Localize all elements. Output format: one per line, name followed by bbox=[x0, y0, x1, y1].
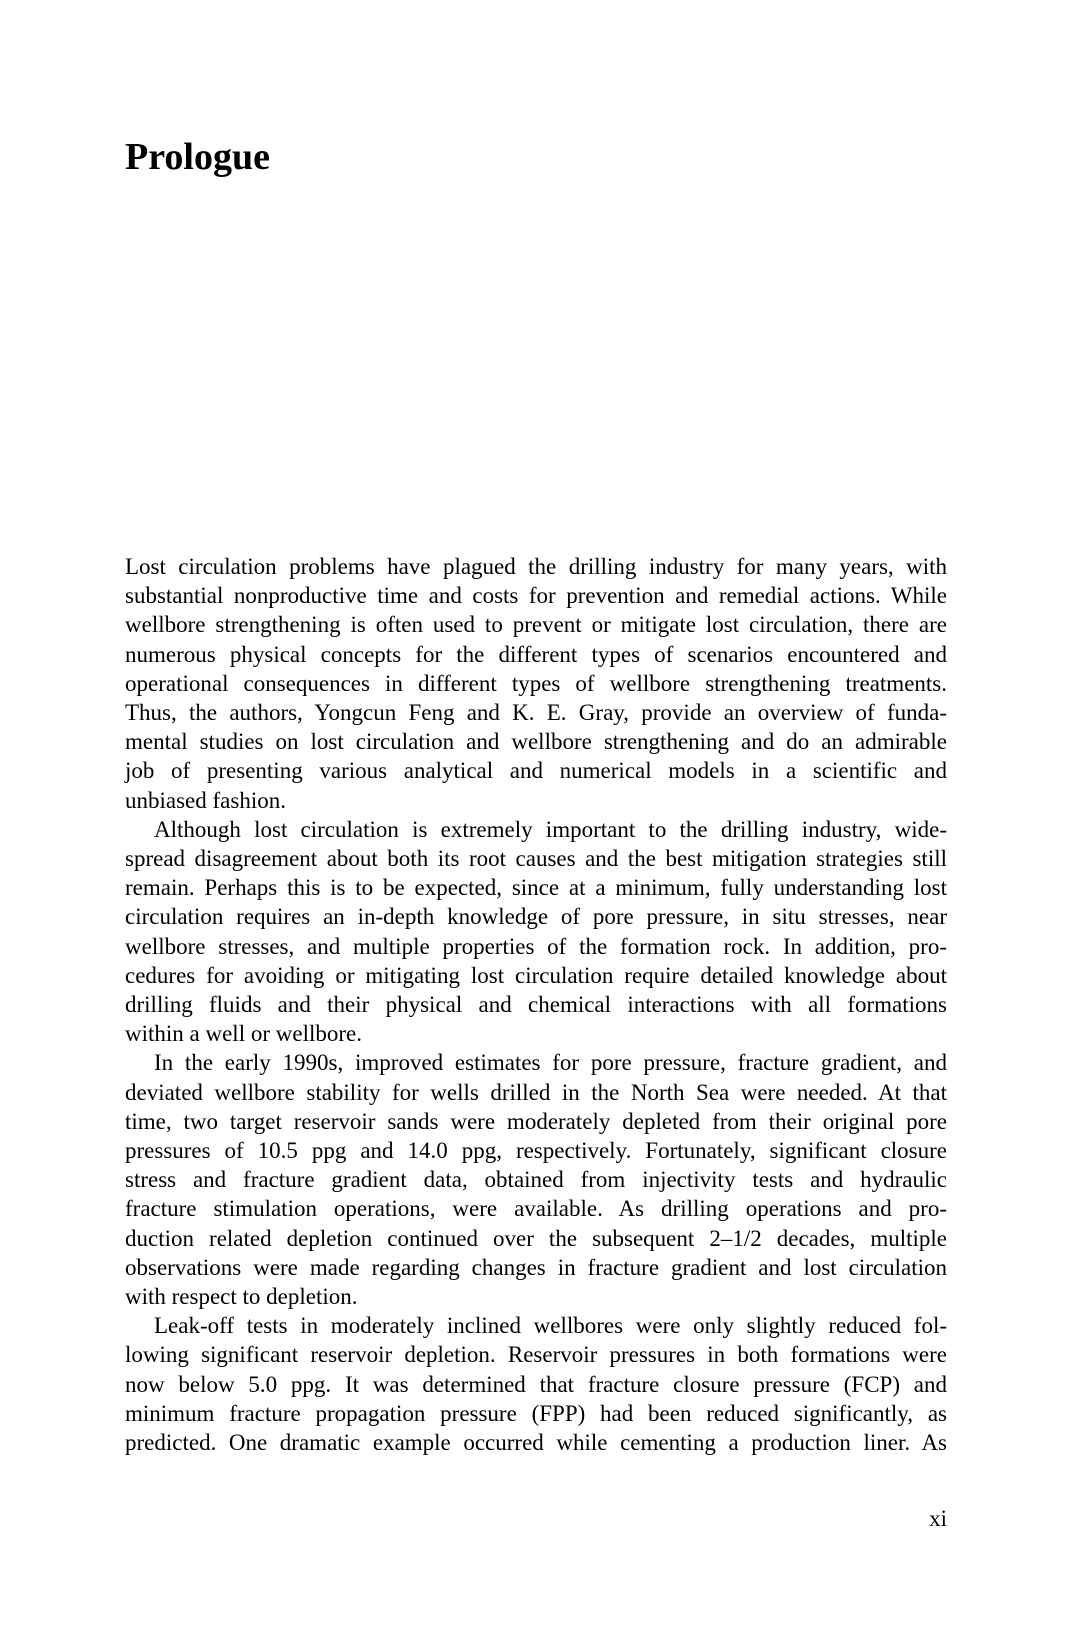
text-line: unbiased fashion. bbox=[125, 787, 286, 813]
text-line: time, two target reservoir sands were moderately depleted from their original pore bbox=[125, 1108, 947, 1134]
text-line: job of presenting various analytical and numerical models in a scientific and bbox=[125, 758, 947, 784]
text-line: lowing significant reservoir depletion. Reservoir pressures in both formations were bbox=[125, 1342, 947, 1368]
text-line: remain. Perhaps this is to be expected, since at a minimum, fully understanding lost bbox=[125, 875, 947, 901]
text-line: duction related depletion continued over the subsequent 2–1/2 decades, multiple bbox=[125, 1225, 947, 1251]
paragraph-3 bbox=[125, 1048, 947, 1311]
text-line: now below 5.0 ppg. It was determined that fracture closure pressure (FCP) and bbox=[125, 1371, 947, 1397]
text-line: pressures of 10.5 ppg and 14.0 ppg, respectively. Fortunately, significant closure bbox=[125, 1138, 947, 1164]
text-line: Leak-off tests in moderately inclined wellbores were only slightly reduced fol- bbox=[154, 1313, 947, 1339]
text-line: predicted. One dramatic example occurred while cementing a production liner. As bbox=[125, 1430, 947, 1456]
paragraph-4 bbox=[125, 1311, 947, 1457]
text-line: wellbore stresses, and multiple properties of the formation rock. In addition, pro- bbox=[125, 933, 947, 959]
text-line: Thus, the authors, Yongcun Feng and K. E. Gray, provide an overview of funda- bbox=[125, 700, 947, 726]
text-line: stress and fracture gradient data, obtained from injectivity tests and hydraulic bbox=[125, 1167, 947, 1193]
text-line: wellbore strengthening is often used to prevent or mitigate lost circulation, there are bbox=[125, 612, 947, 638]
text-line: spread disagreement about both its root causes and the best mitigation strategies still bbox=[125, 846, 947, 872]
text-line: drilling fluids and their physical and chemical interactions with all formations bbox=[125, 992, 947, 1018]
text-line: operational consequences in different types of wellbore strengthening treatments. bbox=[125, 670, 947, 696]
text-line: substantial nonproductive time and costs for prevention and remedial actions. While bbox=[125, 583, 947, 609]
text-line: with respect to depletion. bbox=[125, 1284, 358, 1310]
text-line: cedures for avoiding or mitigating lost circulation require detailed knowledge about bbox=[125, 962, 947, 988]
text-line: In the early 1990s, improved estimates for pore pressure, fracture gradient, and bbox=[154, 1050, 947, 1076]
page-title: Prologue bbox=[125, 136, 270, 178]
text-line: fracture stimulation operations, were available. As drilling operations and pro- bbox=[125, 1196, 947, 1222]
page-number: xi bbox=[929, 1506, 947, 1531]
text-line: within a well or wellbore. bbox=[125, 1021, 362, 1047]
text-line: minimum fracture propagation pressure (FPP) had been reduced significantly, as bbox=[125, 1400, 947, 1426]
paragraph-2 bbox=[125, 815, 947, 1049]
text-line: numerous physical concepts for the different types of scenarios encountered and bbox=[125, 641, 947, 667]
paragraph-1 bbox=[125, 552, 947, 815]
text-line: Although lost circulation is extremely important to the drilling industry, wide- bbox=[154, 816, 947, 842]
text-line: observations were made regarding changes in fracture gradient and lost circulation bbox=[125, 1254, 947, 1280]
text-line: deviated wellbore stability for wells drilled in the North Sea were needed. At that bbox=[125, 1079, 947, 1105]
text-line: circulation requires an in-depth knowledge of pore pressure, in situ stresses, near bbox=[125, 904, 947, 930]
text-line: Lost circulation problems have plagued the drilling industry for many years, with bbox=[125, 554, 947, 579]
prologue-body-text bbox=[125, 552, 947, 1457]
text-line: mental studies on lost circulation and wellbore strengthening and do an admirable bbox=[125, 729, 947, 755]
